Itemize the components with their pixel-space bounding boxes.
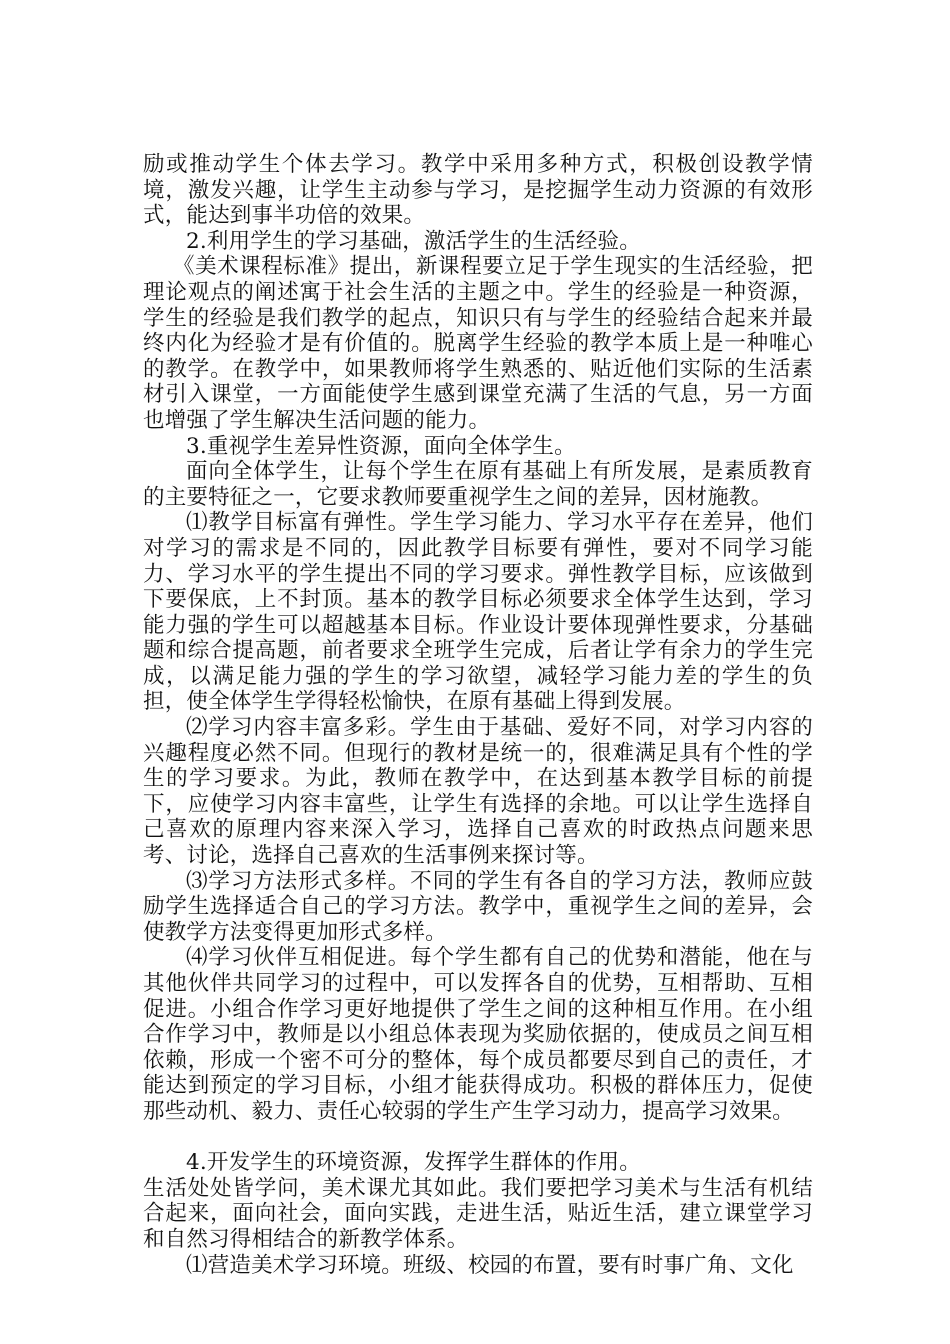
- section-heading-2: 2.利用学生的学习基础，激活学生的生活经验。: [186, 228, 641, 254]
- paragraph-learning-environment: ⑴营造美术学习环境。班级、校园的布置，要有时事广角、文化: [186, 1252, 794, 1278]
- paragraph-intro-continuation: 励或推动学生个体去学习。教学中采用多种方式，积极创设教学情境，激发兴趣，让学生主动参与学习，是挖掘学生动力资源的有效形式，能达到事半功倍的效果。: [143, 152, 813, 229]
- section-heading-4: 4.开发学生的环境资源，发挥学生群体的作用。: [186, 1150, 641, 1176]
- paragraph-peer-learning: ⑷学习伙伴互相促进。每个学生都有自己的优势和潜能，他在与其他伙伴共同学习的过程中，可以发挥各自的优势，互相帮助、互相促进。小组合作学习更好地提供了学生之间的这种相互作用。在小组合作学习中，教师是以小组总体表现为奖励依据的，使成员之间互相依赖，形成一个密不可分的整体，每个成员都要尽到自己的责任，才能达到预定的学习目标，小组才能获得成功。积极的群体压力，促使那些动机、毅力、责任心较弱的学生产生学习动力，提高学习效果。: [143, 945, 813, 1124]
- paragraph-curriculum-standard: 《美术课程标准》提出，新课程要立足于学生现实的生活经验，把理论观点的阐述寓于社会生活的主题之中。学生的经验是一种资源，学生的经验是我们教学的起点，知识只有与学生的经验结合起来并最终内化为经验才是有价值的。脱离学生经验的教学本质上是一种唯心的教学。在教学中，如果教师将学生熟悉的、贴近他们实际的生活素材引入课堂，一方面能使学生感到课堂充满了生活的气息，另一方面也增强了学生解决生活问题的能力。: [143, 254, 813, 433]
- paragraph-flexible-goals: ⑴教学目标富有弹性。学生学习能力、学习水平存在差异，他们对学习的需求是不同的，因此教学目标要有弹性，要对不同学习能力、学习水平的学生提出不同的学习要求。弹性教学目标，应该做到下要保底，上不封顶。基本的教学目标必须要求全体学生达到，学习能力强的学生可以超越基本目标。作业设计要体现弹性要求，分基础题和综合提高题，前者要求全班学生完成，后者让学有余力的学生完成，以满足能力强的学生的学习欲望，减轻学习能力差的学生的负担，使全体学生学得轻松愉快，在原有基础上得到发展。: [143, 510, 813, 715]
- paragraph-varied-methods: ⑶学习方法形式多样。不同的学生有各自的学习方法，教师应鼓励学生选择适合自己的学习方法。教学中，重视学生之间的差异，会使教学方法变得更加形式多样。: [143, 868, 813, 945]
- section-heading-3: 3.重视学生差异性资源，面向全体学生。: [186, 433, 576, 459]
- paragraph-spacer: [143, 1125, 813, 1151]
- paragraph-life-learning: 生活处处皆学问，美术课尤其如此。我们要把学习美术与生活有机结合起来，面向社会，面向实践，走进生活，贴近生活，建立课堂学习和自然习得相结合的新教学体系。: [143, 1175, 813, 1252]
- paragraph-all-students: 面向全体学生，让每个学生在原有基础上有所发展，是素质教育的主要特征之一，它要求教师要重视学生之间的差异，因材施教。: [143, 459, 813, 510]
- paragraph-rich-content: ⑵学习内容丰富多彩。学生由于基础、爱好不同，对学习内容的兴趣程度必然不同。但现行的教材是统一的，很难满足具有个性的学生的学习要求。为此，教师在教学中，在达到基本教学目标的前提下，应使学习内容丰富些，让学生有选择的余地。可以让学生选择自己喜欢的原理内容来深入学习，选择自己喜欢的时政热点问题来思考、讨论，选择自己喜欢的生活事例来探讨等。: [143, 715, 813, 869]
- document-page: [143, 152, 813, 1278]
